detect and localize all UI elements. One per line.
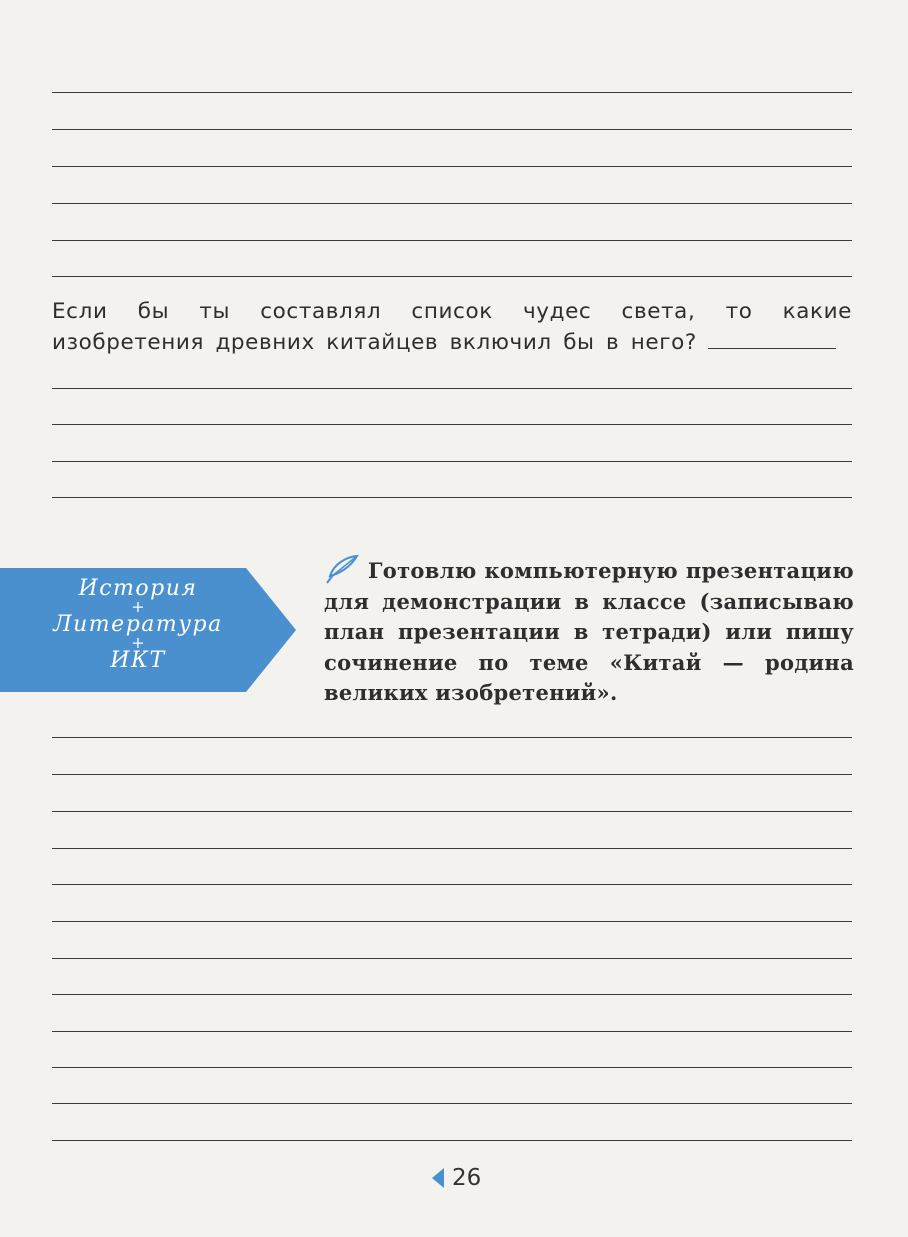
- writing-line[interactable]: [52, 774, 852, 775]
- writing-line[interactable]: [52, 1103, 852, 1104]
- writing-line[interactable]: [52, 848, 852, 849]
- writing-line[interactable]: [52, 203, 852, 204]
- writing-line[interactable]: [52, 1140, 852, 1141]
- page-number-text: 26: [452, 1165, 482, 1191]
- subject-banner: [0, 568, 296, 692]
- task-text: Готовлю компьютерную презентацию для демонстрации в классе (записываю план презентации в тетради) или пишу сочинение по теме «Китай — родина великих изобретений».: [324, 558, 854, 705]
- task-block: [324, 554, 854, 709]
- writing-line[interactable]: [52, 129, 852, 130]
- banner-plus: +: [131, 597, 145, 616]
- feather-pen-icon: [324, 554, 360, 584]
- writing-line[interactable]: [52, 884, 852, 885]
- writing-line[interactable]: [52, 388, 852, 389]
- banner-subject-literature: Литература: [53, 612, 223, 637]
- page-number: [432, 1162, 481, 1194]
- writing-line[interactable]: [52, 737, 852, 738]
- banner-subject-history: История: [78, 576, 198, 601]
- triangle-marker-icon: [432, 1168, 444, 1188]
- writing-line[interactable]: [52, 92, 852, 93]
- writing-line[interactable]: [52, 461, 852, 462]
- writing-line[interactable]: [52, 1031, 852, 1032]
- writing-line[interactable]: [52, 958, 852, 959]
- banner-subject-ict: ИКТ: [110, 648, 166, 673]
- writing-line[interactable]: [52, 994, 852, 995]
- answer-line-inline[interactable]: [708, 330, 836, 349]
- banner-plus: +: [131, 633, 145, 652]
- writing-line[interactable]: [52, 166, 852, 167]
- writing-line[interactable]: [52, 811, 852, 812]
- writing-line[interactable]: [52, 424, 852, 425]
- writing-line[interactable]: [52, 497, 852, 498]
- question-block: [52, 296, 852, 358]
- question-text: Если бы ты составлял список чудес света, то какие изобретения древних китайцев включил бы в него?: [52, 299, 852, 355]
- writing-line[interactable]: [52, 1067, 852, 1068]
- writing-line[interactable]: [52, 276, 852, 277]
- writing-line[interactable]: [52, 921, 852, 922]
- writing-line[interactable]: [52, 240, 852, 241]
